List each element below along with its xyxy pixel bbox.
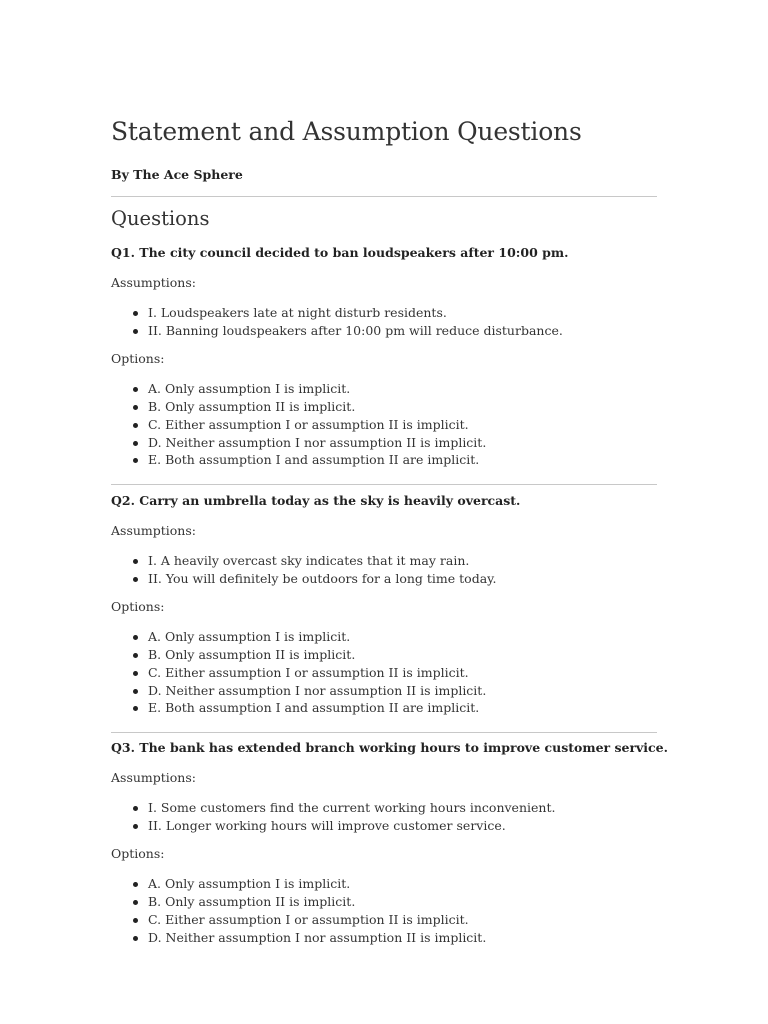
question-statement: Q3. The bank has extended branch working hours to improve customer service. bbox=[111, 740, 668, 755]
bullet-icon bbox=[133, 405, 138, 410]
assumption-text: I. Some customers find the current working hours inconvenient. bbox=[148, 800, 556, 815]
assumptions-label: Assumptions: bbox=[111, 770, 196, 785]
option-text: C. Either assumption I or assumption II is implicit. bbox=[148, 911, 469, 927]
option-text: B. Only assumption II is implicit. bbox=[148, 894, 356, 910]
option-item bbox=[111, 664, 657, 682]
divider bbox=[111, 196, 657, 197]
assumption-item bbox=[111, 570, 657, 588]
options-label: Options: bbox=[111, 351, 165, 367]
question-block bbox=[111, 245, 657, 469]
assumption-text: II. You will definitely be outdoors for a long time today. bbox=[148, 570, 497, 586]
section-heading: Questions bbox=[111, 207, 210, 230]
option-item bbox=[111, 434, 657, 452]
bullet-icon bbox=[133, 441, 138, 446]
assumption-list bbox=[111, 799, 657, 834]
assumptions-label: Assumptions: bbox=[111, 523, 196, 538]
assumption-text: II. Longer working hours will improve customer service. bbox=[148, 817, 506, 833]
option-item bbox=[111, 699, 657, 717]
divider bbox=[111, 732, 657, 733]
question-statement: Q2. Carry an umbrella today as the sky is heavily overcast. bbox=[111, 493, 521, 508]
bullet-icon bbox=[133, 936, 138, 941]
bullet-icon bbox=[133, 423, 138, 428]
author-byline: By The Ace Sphere bbox=[111, 167, 243, 182]
assumption-text: II. Banning loudspeakers after 10:00 pm will reduce disturbance. bbox=[148, 322, 563, 338]
option-text: B. Only assumption II is implicit. bbox=[148, 399, 356, 415]
bullet-icon bbox=[133, 329, 138, 334]
option-item bbox=[111, 911, 657, 929]
options-label: Options: bbox=[111, 846, 165, 862]
assumption-list bbox=[111, 304, 657, 339]
question-statement: Q1. The city council decided to ban loudspeakers after 10:00 pm. bbox=[111, 245, 569, 260]
bullet-icon bbox=[133, 671, 138, 676]
divider bbox=[111, 484, 657, 485]
assumptions-label: Assumptions: bbox=[111, 275, 196, 290]
option-text: E. Both assumption I and assumption II are implicit. bbox=[148, 452, 480, 468]
option-text: C. Either assumption I or assumption II is implicit. bbox=[148, 416, 469, 432]
option-list bbox=[111, 875, 657, 946]
option-item bbox=[111, 893, 657, 911]
question-block bbox=[111, 493, 657, 717]
option-text: C. Either assumption I or assumption II is implicit. bbox=[148, 664, 469, 680]
option-text: D. Neither assumption I nor assumption II is implicit. bbox=[148, 929, 487, 945]
option-list bbox=[111, 628, 657, 717]
bullet-icon bbox=[133, 311, 138, 316]
option-list bbox=[111, 380, 657, 469]
assumption-item bbox=[111, 552, 657, 570]
bullet-icon bbox=[133, 806, 138, 811]
option-text: B. Only assumption II is implicit. bbox=[148, 647, 356, 663]
option-item bbox=[111, 682, 657, 700]
option-item bbox=[111, 875, 657, 893]
assumption-item bbox=[111, 304, 657, 322]
option-text: D. Neither assumption I nor assumption II is implicit. bbox=[148, 682, 487, 698]
option-item bbox=[111, 380, 657, 398]
option-item bbox=[111, 451, 657, 469]
bullet-icon bbox=[133, 653, 138, 658]
bullet-icon bbox=[133, 689, 138, 694]
bullet-icon bbox=[133, 577, 138, 582]
bullet-icon bbox=[133, 918, 138, 923]
option-item bbox=[111, 929, 657, 947]
option-text: A. Only assumption I is implicit. bbox=[148, 876, 351, 892]
option-text: E. Both assumption I and assumption II are implicit. bbox=[148, 700, 480, 716]
assumption-list bbox=[111, 552, 657, 587]
bullet-icon bbox=[133, 458, 138, 463]
bullet-icon bbox=[133, 387, 138, 392]
option-item bbox=[111, 416, 657, 434]
option-text: A. Only assumption I is implicit. bbox=[148, 381, 351, 397]
bullet-icon bbox=[133, 900, 138, 905]
bullet-icon bbox=[133, 635, 138, 640]
option-item bbox=[111, 646, 657, 664]
options-label: Options: bbox=[111, 599, 165, 615]
assumption-text: I. A heavily overcast sky indicates that it may rain. bbox=[148, 553, 470, 568]
option-item bbox=[111, 398, 657, 416]
page-title: Statement and Assumption Questions bbox=[111, 117, 582, 146]
assumption-item bbox=[111, 322, 657, 340]
assumption-item bbox=[111, 799, 657, 817]
question-block bbox=[111, 740, 668, 946]
assumption-item bbox=[111, 817, 657, 835]
assumption-text: I. Loudspeakers late at night disturb residents. bbox=[148, 305, 447, 320]
option-item bbox=[111, 628, 657, 646]
option-text: D. Neither assumption I nor assumption II is implicit. bbox=[148, 434, 487, 450]
bullet-icon bbox=[133, 559, 138, 564]
bullet-icon bbox=[133, 706, 138, 711]
bullet-icon bbox=[133, 882, 138, 887]
bullet-icon bbox=[133, 824, 138, 829]
option-text: A. Only assumption I is implicit. bbox=[148, 629, 351, 645]
